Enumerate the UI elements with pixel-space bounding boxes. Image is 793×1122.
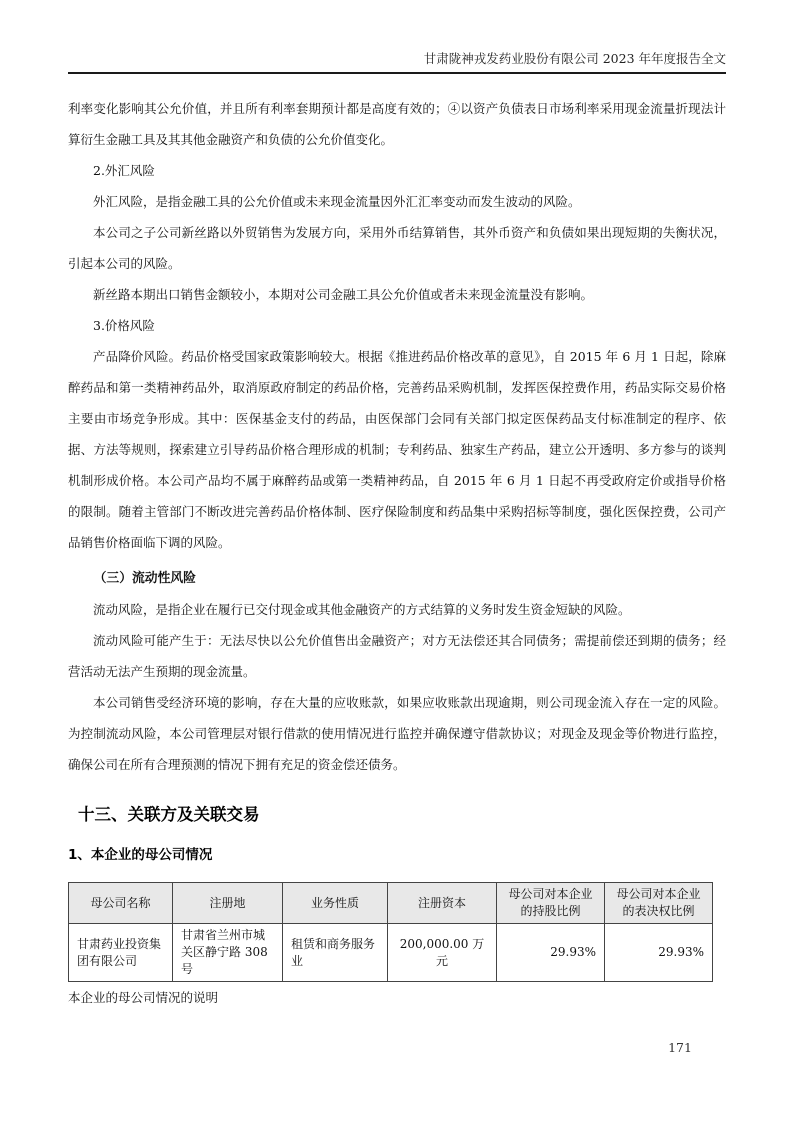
col-header-parent-name: 母公司名称: [69, 883, 173, 924]
cell-shareholding-ratio: 29.93%: [497, 924, 605, 982]
cell-voting-ratio: 29.93%: [605, 924, 713, 982]
heading-liquidity-risk: （三）流动性风险: [93, 571, 196, 586]
section-heading-related-parties: 十三、关联方及关联交易: [78, 805, 260, 824]
paragraph-interest-rate-continuation: 利率变化影响其公允价值，并且所有利率套期预计都是高度有效的；④以资产负债表日市场利率采用现金流量折现法计算衍生金融工具及其其他金融资产和负债的公允价值变化。: [68, 101, 726, 147]
heading-price-risk: 3.价格风险: [93, 318, 155, 333]
col-header-voting-ratio: 母公司对本企业的表决权比例: [605, 883, 713, 924]
cell-business-nature: 租赁和商务服务业: [283, 924, 388, 982]
cell-registered-place: 甘肃省兰州市城关区静宁路 308 号: [173, 924, 283, 982]
col-header-business-nature: 业务性质: [283, 883, 388, 924]
cell-registered-capital: 200,000.00 万元: [388, 924, 497, 982]
paragraph-liquidity-control: 本公司销售受经济环境的影响，存在大量的应收账款，如果应收账款出现逾期，则公司现金流入存在一定的风险。为控制流动风险，本公司管理层对银行借款的使用情况进行监控并确保遵守借款协议；对现金及现金等价物进行监控，确保公司在所有合理预测的情况下拥有充足的资金偿还债务。: [68, 695, 726, 772]
header-rule: [68, 72, 726, 74]
cell-parent-name: 甘肃药业投资集团有限公司: [69, 924, 173, 982]
page-content: [68, 93, 726, 1013]
col-header-registered-capital: 注册资本: [388, 883, 497, 924]
subsection-heading-parent-company: 1、本企业的母公司情况: [68, 847, 213, 863]
paragraph-fx-impact: 新丝路本期出口销售金额较小，本期对公司金融工具公允价值或者未来现金流量没有影响。: [93, 287, 594, 302]
running-header: [68, 50, 726, 74]
paragraph-fx-subsidiary: 本公司之子公司新丝路以外贸销售为发展方向，采用外币结算销售，其外币资产和负债如果出现短期的失衡状况，引起本公司的风险。: [68, 225, 726, 271]
col-header-shareholding-ratio: 母公司对本企业的持股比例: [497, 883, 605, 924]
page-number: 171: [668, 1040, 692, 1055]
table-header-row: [69, 883, 713, 924]
table-row: [69, 924, 713, 982]
report-title: 甘肃陇神戎发药业股份有限公司 2023 年年度报告全文: [423, 51, 726, 66]
heading-fx-risk: 2.外汇风险: [93, 163, 155, 178]
paragraph-fx-definition: 外汇风险，是指金融工具的公允价值或未来现金流量因外汇汇率变动而发生波动的风险。: [93, 194, 581, 209]
col-header-registered-place: 注册地: [173, 883, 283, 924]
parent-company-table: [68, 882, 713, 982]
paragraph-liquidity-definition: 流动风险，是指企业在履行已交付现金或其他金融资产的方式结算的义务时发生资金短缺的风险。: [93, 602, 631, 617]
paragraph-price-risk: 产品降价风险。药品价格受国家政策影响较大。根据《推进药品价格改革的意见》，自 2015 年 6 月 1 日起，除麻醉药品和第一类精神药品外，取消原政府制定的药品价格，完善药品采购机制，发挥医保控费作用，药品实际交易价格主要由市场竞争形成。其中：医保基金支付的药品，由医保部门会同有关部门拟定医保药品支付标准制定的程序、依据、方法等规则，探索建立引导药品价格合理形成的机制；专利药品、独家生产药品，建立公开透明、多方参与的谈判机制形成价格。本公司产品均不属于麻醉药品或第一类精神药品，自 2015 年 6 月 1 日起不再受政府定价或指导价格的限制。随着主管部门不断改进完善药品价格体制、医疗保险制度和药品集中采购招标等制度，强化医保控费，公司产品销售价格面临下调的风险。: [68, 349, 726, 550]
paragraph-liquidity-sources: 流动风险可能产生于：无法尽快以公允价值售出金融资产；对方无法偿还其合同债务；需提前偿还到期的债务；经营活动无法产生预期的现金流量。: [68, 633, 726, 679]
parent-company-note: 本企业的母公司情况的说明: [68, 990, 219, 1005]
